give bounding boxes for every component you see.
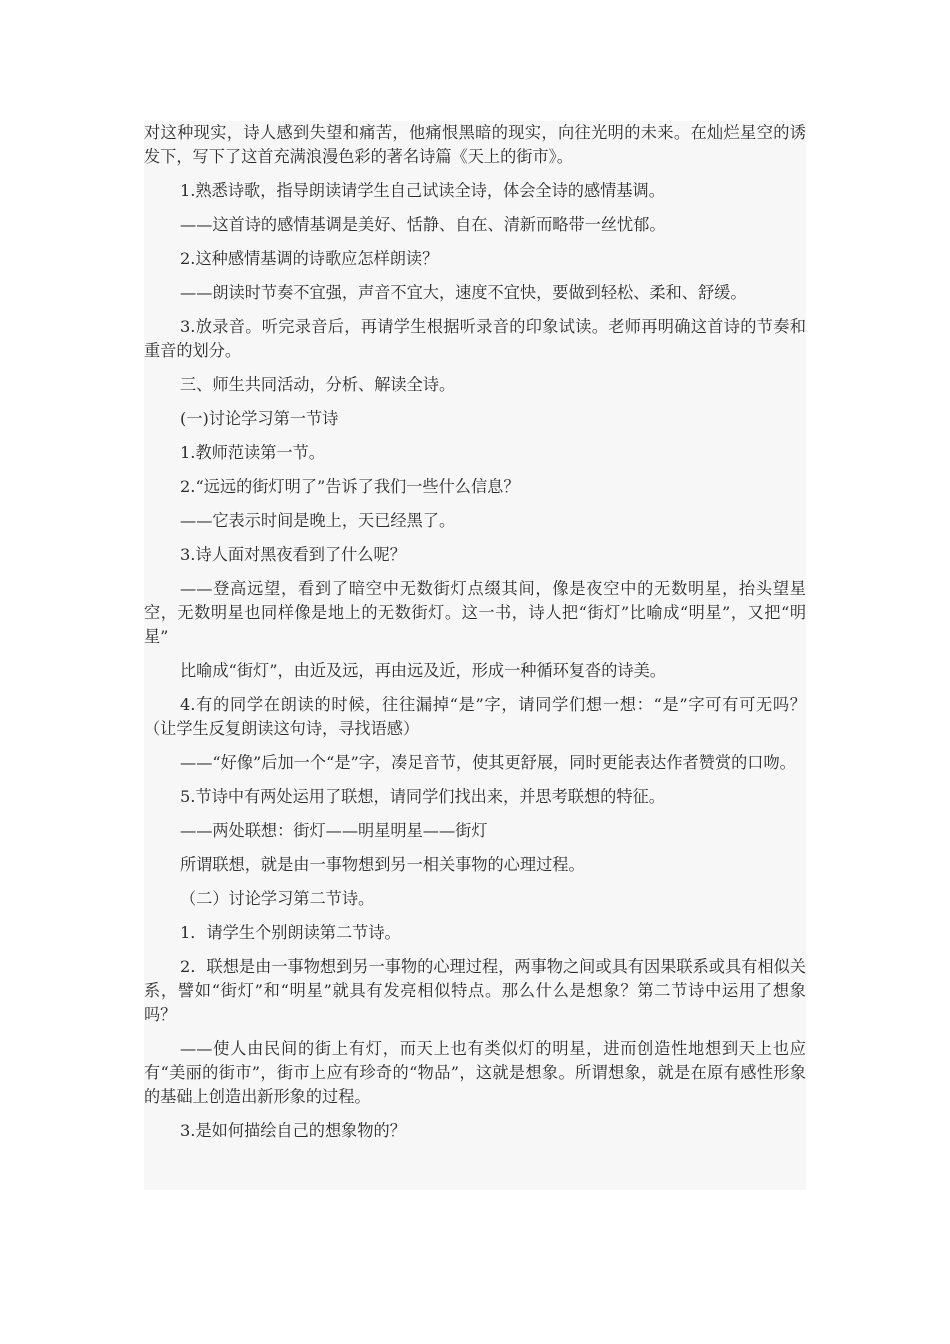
paragraph-answer-2a: ——它表示时间是晚上，天已经黑了。: [180, 511, 456, 530]
paragraph-answer-2b: ——使人由民间的街上有灯，而天上也有类似灯的明星，进而创造性地想到天上也应有“美丽的街市”，街市上应有珍奇的“物品”，这就是想象。所谓想象，就是在原有感性形象的基础上创造出新形象的过程。: [144, 1039, 806, 1106]
paragraph-continuation: 比喻成“街灯”，由近及远，再由远及近，形成一种循环复沓的诗美。: [180, 661, 666, 680]
subsection-heading-2: （二）讨论学习第二节诗。: [180, 889, 375, 908]
paragraph-item-1b: 1．请学生个别朗读第二节诗。: [180, 923, 401, 942]
subsection-heading-1: (一)讨论学习第一节诗: [180, 409, 339, 428]
paragraph-item-1: 1.熟悉诗歌，指导朗读请学生自己试读全诗，体会全诗的感情基调。: [180, 181, 665, 200]
paragraph-item-1a: 1.教师范读第一节。: [180, 443, 325, 462]
paragraph-item-3a: 3.诗人面对黑夜看到了什么呢？: [180, 545, 406, 564]
paragraph-answer-1: ——这首诗的感情基调是美好、恬静、自在、清新而略带一丝忧郁。: [180, 215, 666, 234]
paragraph-item-2: 2.这种感情基调的诗歌应怎样朗读？: [180, 249, 439, 268]
paragraph-item-2a: 2.“远远的街灯明了”告诉了我们一些什么信息？: [180, 477, 520, 496]
paragraph-item-4a: 4.有的同学在朗读的时候，往往漏掉“是”字，请同学们想一想：“是”字可有可无吗？（让学生反复朗读这句诗，寻找语感）: [144, 695, 806, 738]
paragraph-item-3b: 3.是如何描绘自己的想象物的？: [180, 1121, 406, 1140]
paragraph-item-2b: 2．联想是由一事物想到另一事物的心理过程，两事物之间或具有因果联系或具有相似关系，譬如“街灯”和“明星”就具有发亮相似特点。那么什么是想象？第二节诗中运用了想象吗？: [144, 957, 806, 1024]
paragraph-intro: 对这种现实，诗人感到失望和痛苦，他痛恨黑暗的现实，向往光明的未来。在灿烂星空的诱发下，写下了这首充满浪漫色彩的著名诗篇《天上的街市》。: [144, 123, 806, 166]
paragraph-definition-association: 所谓联想，就是由一事物想到另一相关事物的心理过程。: [180, 855, 585, 874]
paragraph-answer-2: ——朗读时节奏不宜强，声音不宜大，速度不宜快，要做到轻松、柔和、舒缓。: [180, 283, 747, 302]
paragraph-item-5a: 5.节诗中有两处运用了联想，请同学们找出来，并思考联想的特征。: [180, 787, 665, 806]
paragraph-answer-3a: ——登高远望，看到了暗空中无数街灯点缀其间，像是夜空中的无数明星，抬头望星空，无数明星也同样像是地上的无数街灯。这一书，诗人把“街灯”比喻成“明星”，又把“明星”: [144, 579, 806, 646]
paragraph-answer-4a: ——“好像”后加一个“是”字，凑足音节，使其更舒展，同时更能表达作者赞赏的口吻。: [180, 753, 796, 772]
paragraph-item-3: 3.放录音。听完录音后，再请学生根据听录音的印象试读。老师再明确这首诗的节奏和重音的划分。: [144, 317, 806, 360]
section-heading-3: 三、师生共同活动，分析、解读全诗。: [180, 375, 456, 394]
paragraph-answer-5a: ——两处联想：街灯——明星明星——街灯: [180, 821, 488, 840]
document-body: [144, 121, 806, 1190]
